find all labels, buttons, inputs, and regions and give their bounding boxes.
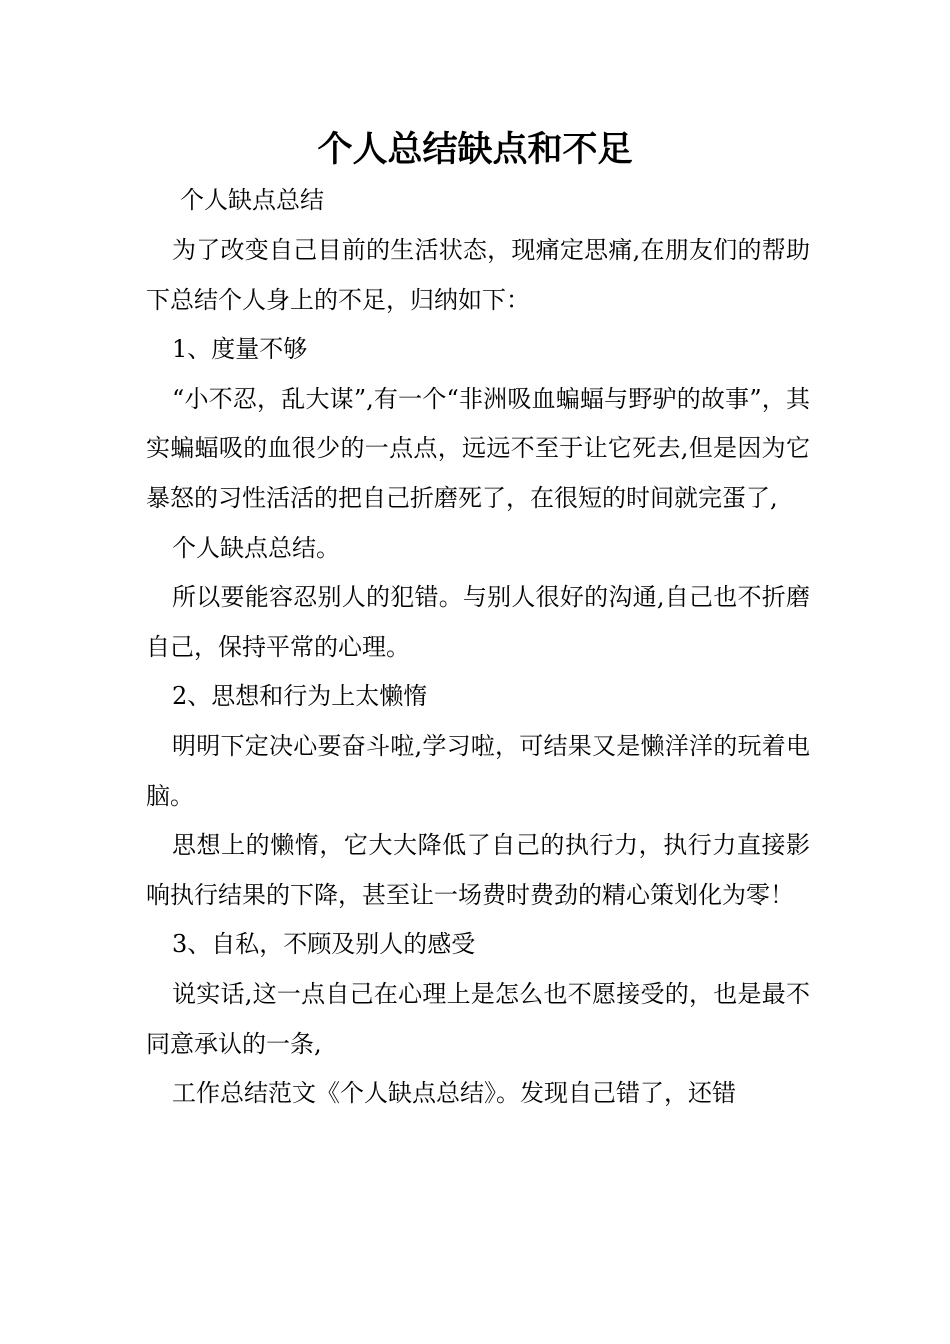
paragraph-point-1-summary: 个人缺点总结。 (172, 533, 340, 562)
document-subtitle: 个人缺点总结 (180, 186, 324, 214)
document-body (146, 226, 810, 1119)
paragraph-point-2-example: 明明下定决心要奋斗啦,学习啦，可结果又是懒洋洋的玩着电脑。 (146, 731, 810, 810)
heading-point-3: 3、自私，不顾及别人的感受 (172, 930, 476, 959)
paragraph-point-1-conclusion: 所以要能容忍别人的犯错。与别人很好的沟通,自己也不折磨自己，保持平常的心理。 (146, 583, 810, 661)
paragraph-point-3-continued: 工作总结范文《个人缺点总结》。发现自己错了，还错 (172, 1079, 736, 1108)
paragraph-point-2-impact: 思想上的懒惰，它大大降低了自己的执行力，执行力直接影响执行结果的下降，甚至让一场费时费劲的精心策划化为零！ (146, 831, 810, 909)
heading-point-1: 1、度量不够 (172, 335, 308, 364)
paragraph-intro: 为了改变自己目前的生活状态，现痛定思痛,在朋友们的帮助下总结个人身上的不足，归纳如下： (146, 236, 810, 314)
document-title: 个人总结缺点和不足 (317, 129, 633, 170)
heading-point-2: 2、思想和行为上太懒惰 (172, 682, 428, 711)
paragraph-point-1-story: “小不忍，乱大谋”,有一个“非洲吸血蝙蝠与野驴的故事”，其实蝙蝠吸的血很少的一点点，远远不至于让它死去,但是因为它暴怒的习性活活的把自己折磨死了，在很短的时间就完蛋了, (146, 384, 810, 512)
paragraph-point-3-admission: 说实话,这一点自己在心理上是怎么也不愿接受的，也是最不同意承认的一条, (146, 979, 810, 1058)
